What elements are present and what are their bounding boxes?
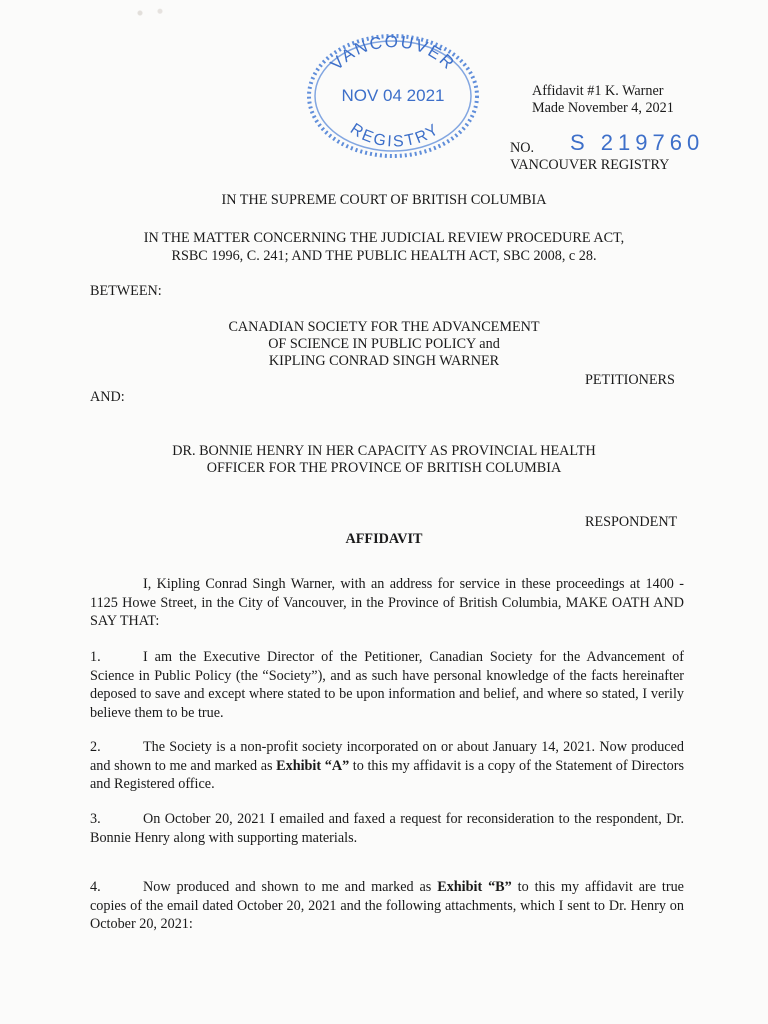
petitioner-line-2: OF SCIENCE IN PUBLIC POLICY and bbox=[268, 336, 500, 352]
paragraph-2 bbox=[90, 738, 684, 794]
respondent-role: RESPONDENT bbox=[585, 514, 678, 530]
respondent-line-1: DR. BONNIE HENRY IN HER CAPACITY AS PROVINCIAL HEALTH bbox=[172, 443, 596, 459]
and-label: AND: bbox=[90, 389, 125, 405]
between-label: BETWEEN: bbox=[90, 283, 162, 299]
registry-stamp bbox=[300, 28, 485, 163]
paragraph-1 bbox=[90, 648, 684, 722]
paragraph-3-text: On October 20, 2021 I emailed and faxed a request for reconsideration to the respondent, Dr. Bonnie Henry along with supporting materials. bbox=[90, 811, 684, 846]
paragraph-4-number: 4. bbox=[90, 879, 101, 895]
stamp-top-text: VANCOUVER bbox=[326, 32, 460, 74]
paragraph-2-text-b: to this my affidavit is a copy of the Statement of Directors and Registered office. bbox=[90, 757, 685, 792]
made-date-line: Made November 4, 2021 bbox=[532, 100, 674, 116]
registry-label: VANCOUVER REGISTRY bbox=[510, 157, 670, 173]
exhibit-a-label: Exhibit “A” bbox=[276, 757, 350, 774]
document-title: AFFIDAVIT bbox=[345, 531, 423, 547]
paragraph-3 bbox=[90, 810, 684, 847]
file-number: S 219760 bbox=[570, 130, 705, 155]
petitioner-line-3: KIPLING CONRAD SINGH WARNER bbox=[268, 353, 500, 369]
file-no-label: NO. bbox=[510, 140, 535, 156]
paragraph-2-text-a: The Society is a non-profit society incorporated on or about January 14, 2021. Now produced and shown to me and marked as bbox=[90, 739, 684, 774]
paragraph-3-number: 3. bbox=[90, 811, 101, 827]
scan-speckle bbox=[125, 4, 175, 22]
stamp-date: NOV 04 2021 bbox=[341, 86, 445, 105]
paragraph-1-number: 1. bbox=[90, 649, 101, 665]
paragraph-4 bbox=[90, 878, 684, 934]
matter-line-1: IN THE MATTER CONCERNING THE JUDICIAL REVIEW PROCEDURE ACT, bbox=[143, 230, 625, 246]
paragraph-1-text: I am the Executive Director of the Petitioner, Canadian Society for the Advancement of Science in Public Policy (the “Society”), and as such have personal knowledge of the facts hereinafter deposed to save and except where stated to be upon information and belief, and where so stated, I verily believe them to be true. bbox=[90, 649, 684, 721]
matter-line-2: RSBC 1996, C. 241; AND THE PUBLIC HEALTH ACT, SBC 2008, c 28. bbox=[171, 248, 597, 264]
exhibit-b-label: Exhibit “B” bbox=[437, 879, 512, 895]
paragraph-4-text-b: to this my affidavit are true copies of the email dated October 20, 2021 and the following attachments, which I sent to Dr. Henry on October 20, 2021: bbox=[90, 879, 684, 932]
paragraph-4-text-a: Now produced and shown to me and marked as bbox=[143, 879, 438, 895]
stamp-bottom-text: REGISTRY bbox=[346, 120, 444, 151]
paragraph-2-number: 2. bbox=[90, 739, 101, 755]
court-name: IN THE SUPREME COURT OF BRITISH COLUMBIA bbox=[221, 192, 547, 208]
respondent-line-2: OFFICER FOR THE PROVINCE OF BRITISH COLUMBIA bbox=[206, 460, 562, 476]
petitioner-line-1: CANADIAN SOCIETY FOR THE ADVANCEMENT bbox=[228, 319, 540, 335]
petitioners-role: PETITIONERS bbox=[585, 372, 675, 388]
affidavit-number-line: Affidavit #1 K. Warner bbox=[532, 83, 664, 99]
intro-paragraph: I, Kipling Conrad Singh Warner, with an address for service in these proceedings at 1400 - 1125 Howe Street, in the City of Vancouver, in the Province of British Columbia, MAKE OATH AND SAY THAT: bbox=[90, 576, 684, 629]
